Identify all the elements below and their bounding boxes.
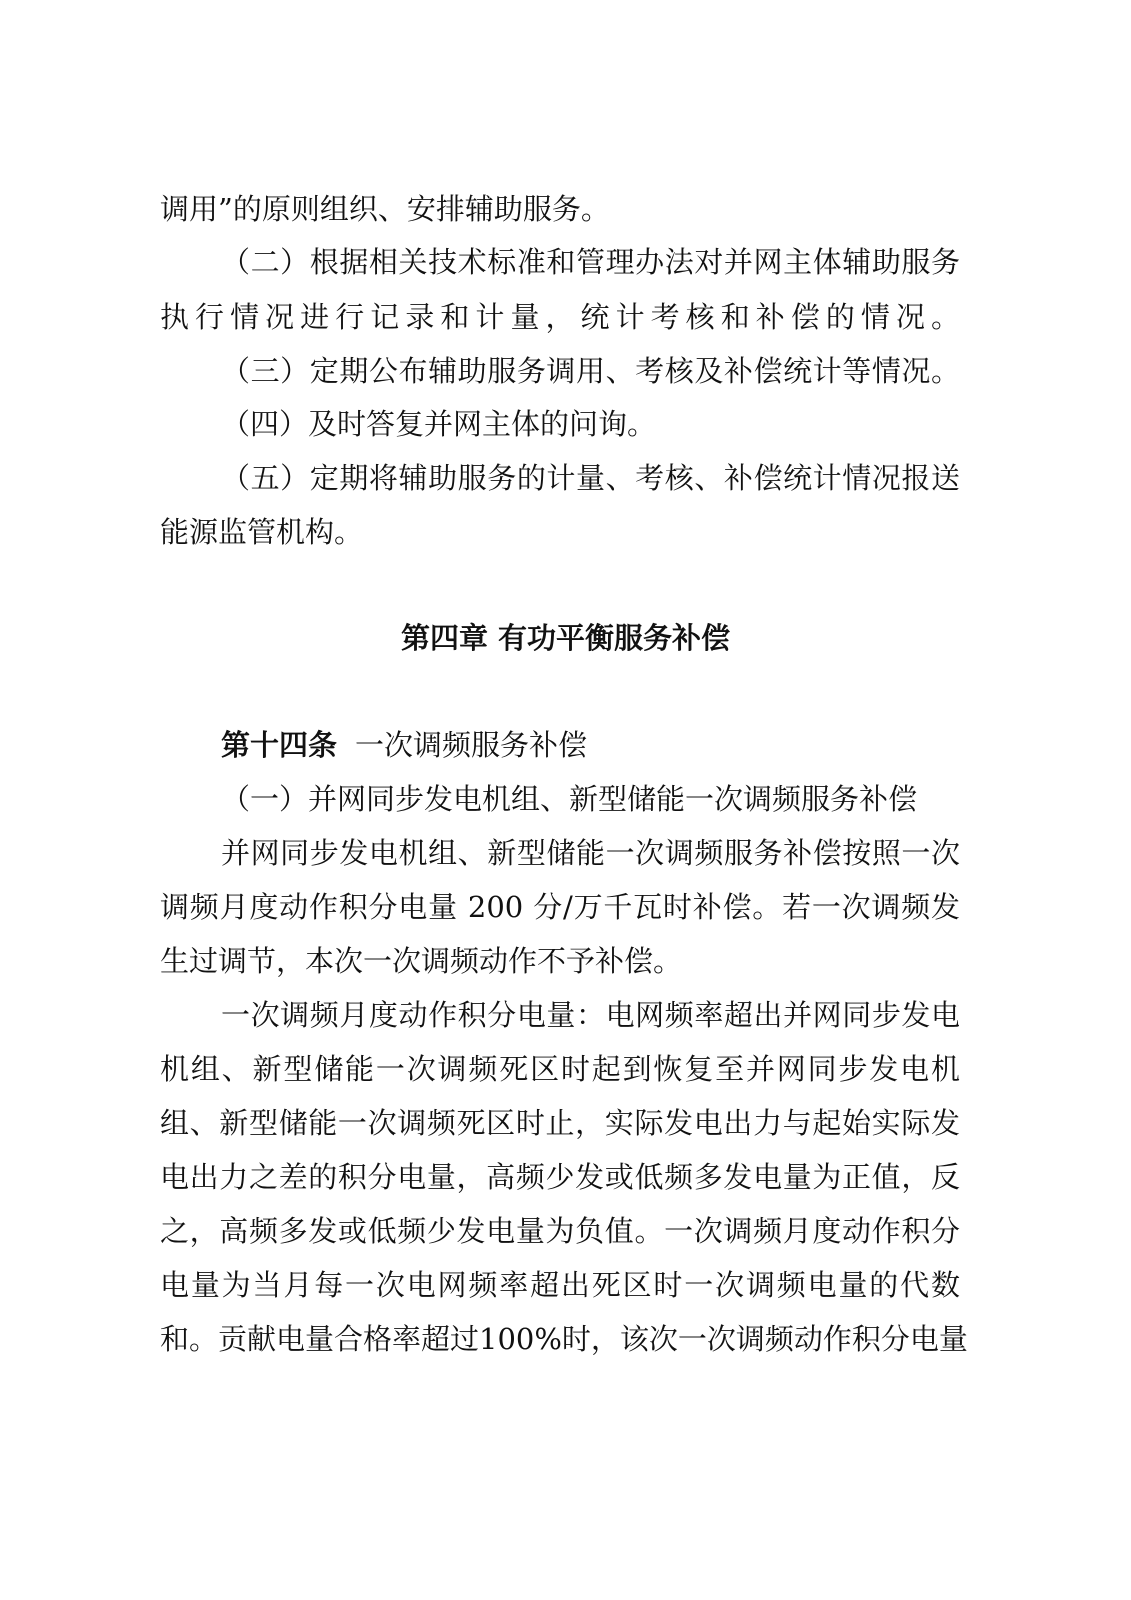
paragraph-line: 和。贡献电量合格率超过100%时，该次一次调频动作积分电量 [160,1322,968,1356]
paragraph-line: （一）并网同步发电机组、新型储能一次调频服务补偿 [221,782,918,816]
paragraph-line: 执行情况进行记录和计量，统计考核和补偿的情况。 [160,300,960,334]
paragraph-line: （四）及时答复并网主体的问询。 [221,407,657,441]
paragraph-line: 电量为当月每一次电网频率超出死区时一次调频电量的代数 [160,1268,960,1302]
paragraph-line: 并网同步发电机组、新型储能一次调频服务补偿按照一次 [221,836,960,870]
paragraph-line: 电出力之差的积分电量，高频少发或低频多发电量为正值，反 [160,1160,960,1194]
paragraph-line: 一次调频月度动作积分电量：电网频率超出并网同步发电 [221,998,960,1032]
paragraph-line: （二）根据相关技术标准和管理办法对并网主体辅助服务 [221,245,960,279]
paragraph-line: （三）定期公布辅助服务调用、考核及补偿统计等情况。 [221,354,960,388]
chapter-heading: 第四章 有功平衡服务补偿 [400,621,731,655]
article-heading [221,723,960,767]
paragraph-line: 调频月度动作积分电量 200 分/万千瓦时补偿。若一次调频发 [160,890,960,924]
paragraph-line: 组、新型储能一次调频死区时止，实际发电出力与起始实际发 [160,1106,960,1140]
paragraph-line: 之，高频多发或低频少发电量为负值。一次调频月度动作积分 [160,1214,960,1248]
paragraph-line: 生过调节，本次一次调频动作不予补偿。 [160,944,683,978]
article-number: 第十四条 [221,728,338,762]
paragraph-line: 能源监管机构。 [160,515,364,549]
article-title: 一次调频服务补偿 [355,728,588,762]
paragraph-line: 调用”的原则组织、安排辅助服务。 [160,192,610,226]
paragraph-line: （五）定期将辅助服务的计量、考核、补偿统计情况报送 [221,461,960,495]
paragraph-line: 机组、新型储能一次调频死区时起到恢复至并网同步发电机 [160,1052,960,1086]
